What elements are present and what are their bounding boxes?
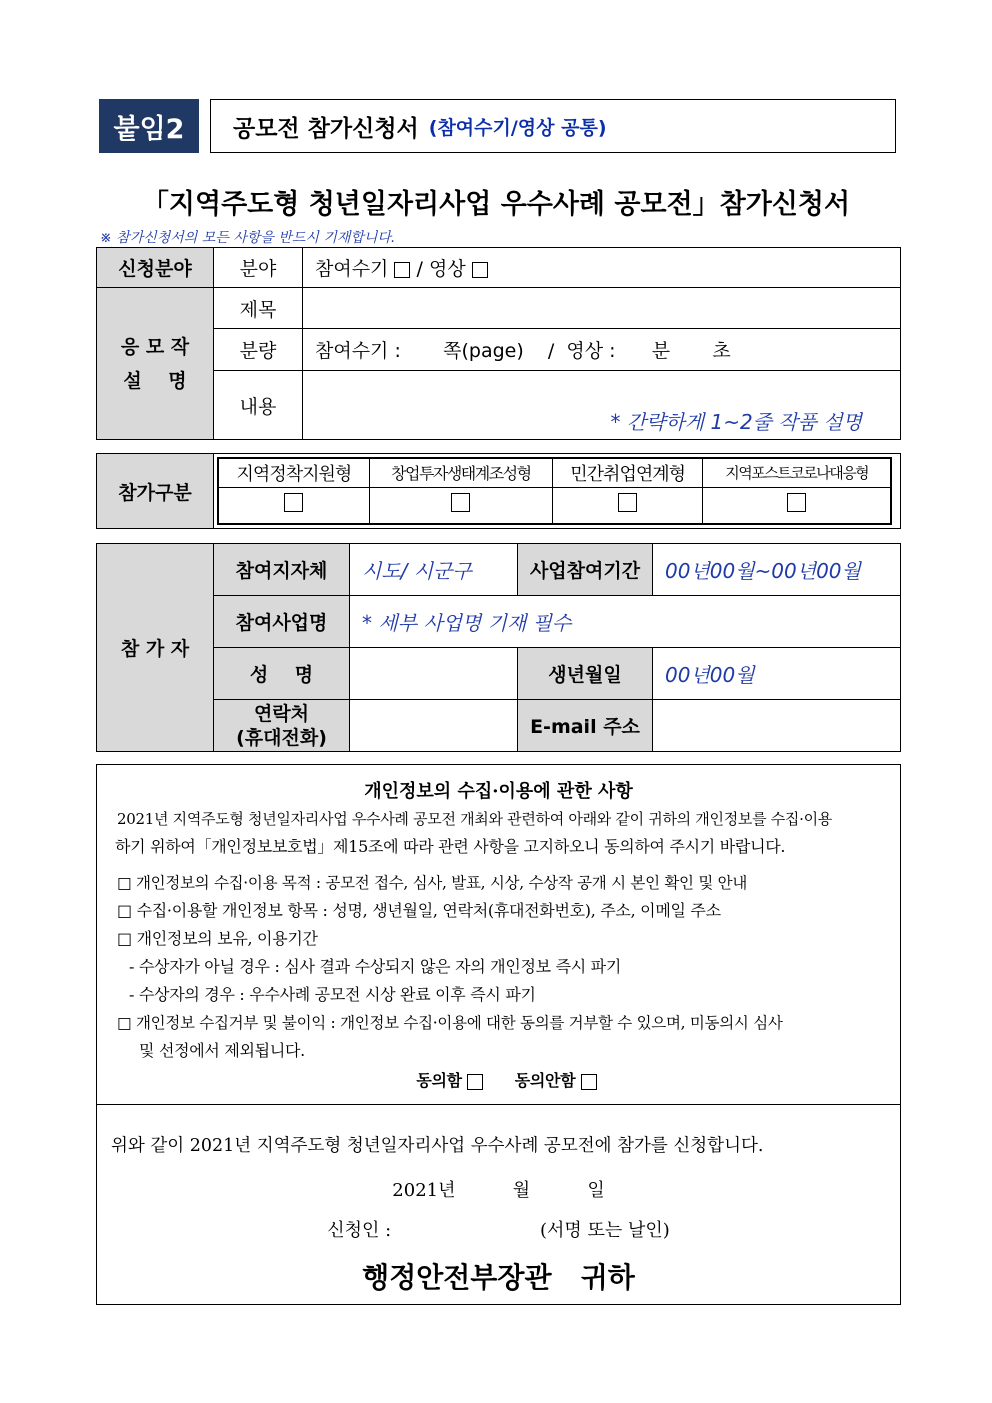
privacy-title: 개인정보의 수집·이용에 관한 사항 xyxy=(364,781,633,802)
header-title: 공모전 참가신청서 xyxy=(233,115,419,142)
consent-row xyxy=(117,1067,896,1095)
privacy-item-purpose: □ 개인정보의 수집·이용 목적 : 공모전 접수, 심사, 발표, 시상, 수상작 공개 시 본인 확인 및 안내 xyxy=(117,874,747,892)
privacy-intro-1: 2021년 지역주도형 청년일자리사업 우수사례 공모전 개최와 관련하여 아래와 같이 귀하의 개인정보를 수집·이용 xyxy=(117,810,832,828)
project-input[interactable] xyxy=(350,596,901,648)
privacy-item-refusal: □ 개인정보 수집거부 및 불이익 : 개인정보 수집·이용에 대한 동의를 거부할 수 있으며, 미동의시 심사 xyxy=(117,1014,783,1032)
disagree-label: 동의안함 xyxy=(514,1071,576,1090)
name-label: 성 명 xyxy=(214,648,350,700)
video-checkbox[interactable] xyxy=(472,262,488,278)
length-label: 분량 xyxy=(214,329,303,371)
agree-label: 동의함 xyxy=(416,1071,462,1090)
participation-label: 참가구분 xyxy=(97,454,214,529)
applicant-signature: 신청인 : (서명 또는 날인) xyxy=(327,1220,670,1241)
participant-table xyxy=(96,543,901,752)
page-title: 「지역주도형 청년일자리사업 우수사례 공모전」참가신청서 xyxy=(141,189,851,220)
contact-label-line2: (휴대전화) xyxy=(236,726,327,749)
privacy-item-refusal-2: 및 선정에서 제외됩니다. xyxy=(139,1041,305,1060)
header-box xyxy=(210,99,896,153)
type-post-corona: 지역포스트코로나대응형 xyxy=(703,458,891,487)
birth-label: 생년월일 xyxy=(518,648,653,700)
disagree-checkbox[interactable] xyxy=(581,1074,597,1090)
contact-label-line1: 연락처 xyxy=(253,702,310,725)
contact-input[interactable] xyxy=(350,700,518,752)
entry-label xyxy=(97,288,214,440)
content-input[interactable] xyxy=(303,371,901,440)
attachment-badge: 붙임2 xyxy=(99,99,199,153)
participant-label: 참 가 자 xyxy=(97,544,214,752)
type-startup: 창업투자생태계조성형 xyxy=(369,458,552,487)
title-input[interactable] xyxy=(303,288,901,329)
participation-table xyxy=(96,453,901,529)
category-option-video: 영상 xyxy=(428,258,466,280)
post-corona-checkbox[interactable] xyxy=(787,493,806,512)
private-job-checkbox[interactable] xyxy=(618,493,637,512)
project-hint: * 세부 사업명 기재 필수 xyxy=(362,611,572,635)
category-label: 분야 xyxy=(214,248,303,288)
email-input[interactable] xyxy=(653,700,901,752)
local-settlement-checkbox[interactable] xyxy=(284,493,303,512)
essay-checkbox[interactable] xyxy=(394,262,410,278)
application-statement: 위와 같이 2021년 지역주도형 청년일자리사업 우수사례 공모전에 참가를 신청합니다. xyxy=(111,1136,764,1156)
org-input[interactable] xyxy=(350,544,518,596)
entry-label-line2: 설 명 xyxy=(123,369,187,392)
startup-checkbox[interactable] xyxy=(451,493,470,512)
content-label: 내용 xyxy=(214,371,303,440)
birth-input[interactable] xyxy=(653,648,901,700)
entry-label-line1: 응 모 작 xyxy=(120,335,190,358)
length-input[interactable]: 참여수기 : 쪽(page) / 영상 : 분 초 xyxy=(303,329,901,371)
type-local-settlement: 지역정착지원형 xyxy=(218,458,369,487)
header-subtitle: (참여수기/영상 공통) xyxy=(428,116,607,139)
title-label: 제목 xyxy=(214,288,303,329)
category-separator: / xyxy=(416,258,423,280)
agree-checkbox[interactable] xyxy=(467,1074,483,1090)
email-label: E-mail 주소 xyxy=(518,700,653,752)
category-option-essay: 참여수기 xyxy=(315,258,389,280)
org-label: 참여지자체 xyxy=(214,544,350,596)
contact-label xyxy=(214,700,350,752)
privacy-intro-2: 하기 위하여「개인정보보호법」제15조에 따라 관련 사항을 고지하오니 동의하여 주시기 바랍니다. xyxy=(115,837,786,856)
birth-hint: 00년00월 xyxy=(665,663,755,687)
privacy-item-fields: □ 수집·이용할 개인정보 항목 : 성명, 생년월일, 연락처(휴대전화번호), 주소, 이메일 주소 xyxy=(117,901,721,920)
period-label: 사업참여기간 xyxy=(518,544,653,596)
signature-section xyxy=(96,1104,901,1305)
content-hint: * 간략하게 1~2줄 작품 설명 xyxy=(610,410,862,434)
application-table xyxy=(96,247,901,440)
privacy-item-retention-a: - 수상자가 아닐 경우 : 심사 결과 수상되지 않은 자의 개인정보 즉시 파기 xyxy=(129,957,621,976)
type-private-job: 민간취업연계형 xyxy=(552,458,703,487)
privacy-section xyxy=(96,764,901,1105)
category-cell xyxy=(303,248,901,288)
period-hint: 00년00월~00년00월 xyxy=(665,559,861,583)
instruction-note: ※ 참가신청서의 모든 사항을 반드시 기재합니다. xyxy=(100,230,396,246)
project-label: 참여사업명 xyxy=(214,596,350,648)
field-label: 신청분야 xyxy=(97,248,214,288)
privacy-item-retention: □ 개인정보의 보유, 이용기간 xyxy=(117,929,318,948)
period-input[interactable] xyxy=(653,544,901,596)
application-date: 2021년 월 일 xyxy=(392,1180,605,1201)
name-input[interactable] xyxy=(350,648,518,700)
org-hint: 시도/ 시군구 xyxy=(362,559,472,583)
participation-types xyxy=(217,457,892,525)
recipient: 행정안전부장관 귀하 xyxy=(362,1261,635,1294)
privacy-item-retention-b: - 수상자의 경우 : 우수사례 공모전 시상 완료 이후 즉시 파기 xyxy=(129,985,536,1004)
